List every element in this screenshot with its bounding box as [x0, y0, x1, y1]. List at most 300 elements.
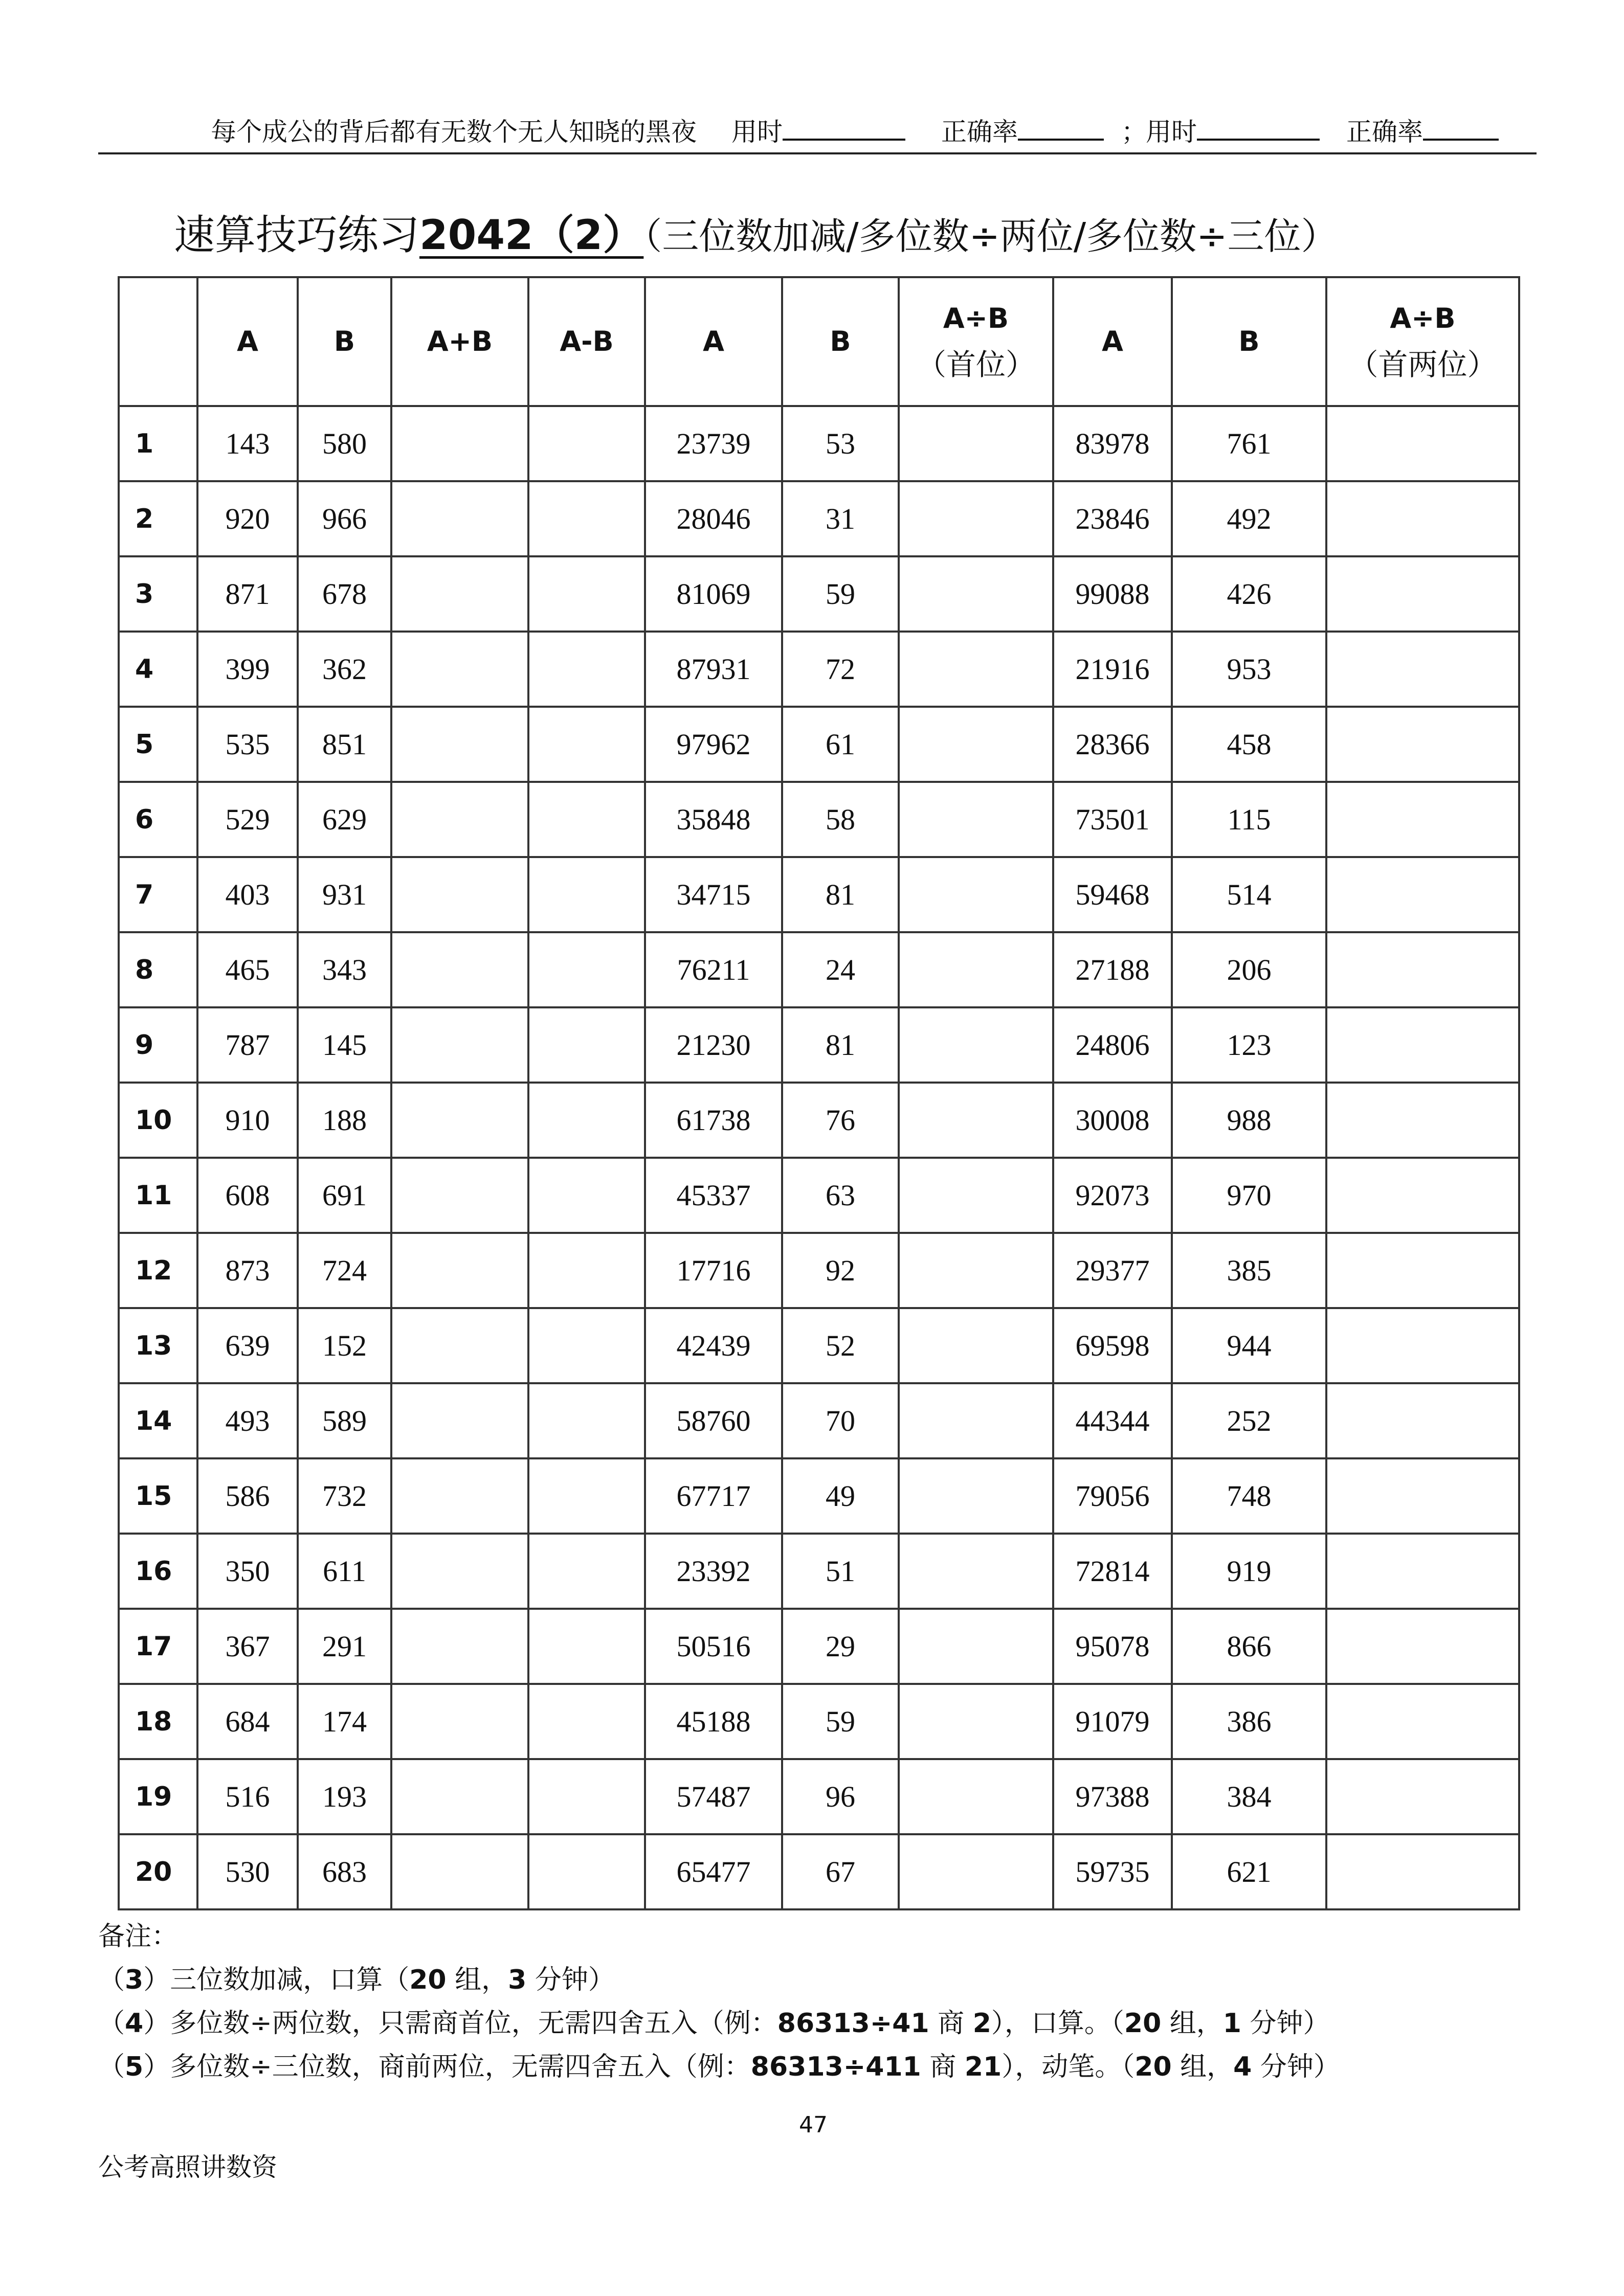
- cell-b3: 953: [1172, 632, 1326, 707]
- answer-div-first-digit[interactable]: [899, 707, 1053, 782]
- cell-a1: 529: [197, 782, 298, 857]
- header-div-first-digit: [899, 277, 1053, 406]
- answer-sum[interactable]: [391, 406, 528, 481]
- answer-sum[interactable]: [391, 1534, 528, 1609]
- note-5-num: 5: [125, 2052, 144, 2082]
- row-index: 12: [119, 1233, 197, 1308]
- row-index: 1: [119, 406, 197, 481]
- answer-diff[interactable]: [528, 932, 645, 1007]
- cell-b2: 72: [782, 632, 899, 707]
- table-row: [119, 556, 1519, 632]
- row-index: 19: [119, 1759, 197, 1834]
- cell-b2: 53: [782, 406, 899, 481]
- notes: [98, 1915, 1340, 2089]
- table-row: [119, 1609, 1519, 1684]
- cell-b3: 919: [1172, 1534, 1326, 1609]
- cell-b1: 291: [298, 1609, 391, 1684]
- cell-a3: 97388: [1053, 1759, 1172, 1834]
- table-row: [119, 1083, 1519, 1158]
- answer-diff[interactable]: [528, 1534, 645, 1609]
- cell-b1: 152: [298, 1308, 391, 1383]
- cell-b2: 76: [782, 1083, 899, 1158]
- cell-a1: 910: [197, 1083, 298, 1158]
- table-row: [119, 1007, 1519, 1083]
- answer-div-first-two-digits[interactable]: [1326, 1609, 1519, 1684]
- answer-diff[interactable]: [528, 1759, 645, 1834]
- note-3-text-a: ）三位数加减，口算（: [143, 1965, 410, 1995]
- cell-a2: 87931: [645, 632, 782, 707]
- cell-a3: 29377: [1053, 1233, 1172, 1308]
- cell-b2: 31: [782, 481, 899, 556]
- cell-a3: 24806: [1053, 1007, 1172, 1083]
- answer-div-first-two-digits[interactable]: [1326, 1458, 1519, 1534]
- header-div1-top: A÷B: [943, 302, 1009, 334]
- cell-b3: 944: [1172, 1308, 1326, 1383]
- table-row: [119, 1759, 1519, 1834]
- answer-sum[interactable]: [391, 782, 528, 857]
- header-separator: ；: [1121, 117, 1147, 147]
- answer-div-first-two-digits[interactable]: [1326, 1007, 1519, 1083]
- answer-div-first-digit[interactable]: [899, 481, 1053, 556]
- cell-b1: 966: [298, 481, 391, 556]
- cell-a2: 61738: [645, 1083, 782, 1158]
- cell-a1: 465: [197, 932, 298, 1007]
- cell-a1: 608: [197, 1158, 298, 1233]
- cell-b2: 81: [782, 857, 899, 932]
- cell-a1: 399: [197, 632, 298, 707]
- cell-b3: 386: [1172, 1684, 1326, 1759]
- table-row: [119, 1534, 1519, 1609]
- answer-diff[interactable]: [528, 632, 645, 707]
- cell-a2: 23392: [645, 1534, 782, 1609]
- time-label-2: 用时: [1146, 117, 1197, 147]
- answer-div-first-digit[interactable]: [899, 1534, 1053, 1609]
- cell-a3: 59468: [1053, 857, 1172, 932]
- header-a1: A: [197, 277, 298, 406]
- table-row: [119, 707, 1519, 782]
- answer-diff[interactable]: [528, 1007, 645, 1083]
- header-index: [119, 277, 197, 406]
- cell-a1: 684: [197, 1684, 298, 1759]
- cell-b3: 123: [1172, 1007, 1326, 1083]
- page-title: [174, 205, 1338, 266]
- cell-a3: 23846: [1053, 481, 1172, 556]
- cell-b1: 732: [298, 1458, 391, 1534]
- answer-div-first-digit[interactable]: [899, 1007, 1053, 1083]
- note-4-num: 4: [125, 2008, 144, 2039]
- answer-sum[interactable]: [391, 932, 528, 1007]
- cell-a2: 76211: [645, 932, 782, 1007]
- cell-b2: 81: [782, 1007, 899, 1083]
- answer-sum[interactable]: [391, 1233, 528, 1308]
- answer-diff[interactable]: [528, 406, 645, 481]
- table-body: [119, 406, 1519, 1909]
- time-field-2[interactable]: [1146, 111, 1320, 152]
- table-row: [119, 932, 1519, 1007]
- answer-sum[interactable]: [391, 1007, 528, 1083]
- cell-b2: 29: [782, 1609, 899, 1684]
- cell-a1: 516: [197, 1759, 298, 1834]
- row-index: 20: [119, 1834, 197, 1909]
- title-main: 速算技巧练习: [174, 211, 419, 259]
- answer-div-first-digit[interactable]: [899, 1083, 1053, 1158]
- row-index: 8: [119, 932, 197, 1007]
- cell-a2: 42439: [645, 1308, 782, 1383]
- cell-a1: 586: [197, 1458, 298, 1534]
- cell-a2: 81069: [645, 556, 782, 632]
- cell-b1: 193: [298, 1759, 391, 1834]
- cell-b3: 252: [1172, 1383, 1326, 1458]
- accuracy-label-2: 正确率: [1346, 117, 1423, 147]
- answer-div-first-two-digits[interactable]: [1326, 1083, 1519, 1158]
- answer-sum[interactable]: [391, 857, 528, 932]
- header-line: [98, 111, 1537, 154]
- cell-a2: 50516: [645, 1609, 782, 1684]
- cell-b2: 58: [782, 782, 899, 857]
- table-row: [119, 1458, 1519, 1534]
- answer-div-first-two-digits[interactable]: [1326, 406, 1519, 481]
- note-3-text-b: 组，: [446, 1965, 508, 1995]
- table-row: [119, 782, 1519, 857]
- cell-a1: 639: [197, 1308, 298, 1383]
- note-5-prefix: （: [98, 2052, 125, 2082]
- answer-div-first-digit[interactable]: [899, 1308, 1053, 1383]
- cell-b3: 748: [1172, 1458, 1326, 1534]
- time-label-1: 用时: [731, 117, 783, 147]
- answer-div-first-two-digits[interactable]: [1326, 1534, 1519, 1609]
- note-5-text-a: ）多位数÷三位数，商前两位，无需四舍五入（例：: [143, 2052, 751, 2082]
- note-3-text-c: 分钟）: [526, 1965, 615, 1995]
- answer-sum[interactable]: [391, 1458, 528, 1534]
- answer-sum[interactable]: [391, 707, 528, 782]
- answer-sum[interactable]: [391, 1308, 528, 1383]
- row-index: 2: [119, 481, 197, 556]
- cell-a3: 99088: [1053, 556, 1172, 632]
- cell-b3: 761: [1172, 406, 1326, 481]
- cell-a1: 350: [197, 1534, 298, 1609]
- row-index: 10: [119, 1083, 197, 1158]
- cell-b1: 931: [298, 857, 391, 932]
- row-index: 16: [119, 1534, 197, 1609]
- answer-diff[interactable]: [528, 1458, 645, 1534]
- cell-a2: 28046: [645, 481, 782, 556]
- note-5-example: 86313÷411: [750, 2052, 921, 2082]
- answer-div-first-digit[interactable]: [899, 1759, 1053, 1834]
- note-4-minutes: 1: [1222, 2008, 1241, 2039]
- cell-a1: 493: [197, 1383, 298, 1458]
- cell-a3: 27188: [1053, 932, 1172, 1007]
- header-diff: A-B: [528, 277, 645, 406]
- notes-heading: 备注：: [98, 1921, 179, 1952]
- answer-div-first-two-digits[interactable]: [1326, 932, 1519, 1007]
- note-3-prefix: （: [98, 1965, 125, 1995]
- time-blank-1[interactable]: [783, 112, 905, 141]
- cell-b1: 188: [298, 1083, 391, 1158]
- cell-b2: 63: [782, 1158, 899, 1233]
- cell-b1: 691: [298, 1158, 391, 1233]
- answer-div-first-digit[interactable]: [899, 556, 1053, 632]
- note-5-text-e: 分钟）: [1252, 2052, 1340, 2082]
- cell-a3: 91079: [1053, 1684, 1172, 1759]
- note-4-text-d: 组，: [1161, 2008, 1223, 2039]
- note-5-quotient: 21: [964, 2052, 1002, 2082]
- cell-b3: 458: [1172, 707, 1326, 782]
- answer-diff[interactable]: [528, 857, 645, 932]
- cell-b3: 115: [1172, 782, 1326, 857]
- footer-text: 公考高照讲数资: [98, 2152, 277, 2182]
- answer-div-first-digit[interactable]: [899, 1458, 1053, 1534]
- table-row: [119, 481, 1519, 556]
- answer-sum[interactable]: [391, 1083, 528, 1158]
- cell-b1: 580: [298, 406, 391, 481]
- cell-b2: 52: [782, 1308, 899, 1383]
- table-row: [119, 1308, 1519, 1383]
- row-index: 9: [119, 1007, 197, 1083]
- answer-div-first-two-digits[interactable]: [1326, 707, 1519, 782]
- answer-div-first-two-digits[interactable]: [1326, 1834, 1519, 1909]
- row-index: 5: [119, 707, 197, 782]
- answer-div-first-two-digits[interactable]: [1326, 1684, 1519, 1759]
- note-5-text-d: 组，: [1171, 2052, 1234, 2082]
- header-div1-bottom: （首位）: [916, 347, 1035, 382]
- page-number: 47: [799, 2112, 828, 2138]
- answer-sum[interactable]: [391, 1834, 528, 1909]
- table-row: [119, 1834, 1519, 1909]
- row-index: 14: [119, 1383, 197, 1458]
- cell-b2: 67: [782, 1834, 899, 1909]
- note-3-minutes: 3: [508, 1965, 527, 1995]
- cell-b2: 51: [782, 1534, 899, 1609]
- cell-a2: 97962: [645, 707, 782, 782]
- header-div2-top: A÷B: [1390, 302, 1456, 334]
- table-row: [119, 1158, 1519, 1233]
- cell-a2: 45188: [645, 1684, 782, 1759]
- cell-a1: 787: [197, 1007, 298, 1083]
- answer-div-first-digit[interactable]: [899, 1834, 1053, 1909]
- cell-a3: 59735: [1053, 1834, 1172, 1909]
- cell-b1: 589: [298, 1383, 391, 1458]
- row-index: 17: [119, 1609, 197, 1684]
- table-row: [119, 857, 1519, 932]
- answer-diff[interactable]: [528, 1083, 645, 1158]
- cell-b1: 724: [298, 1233, 391, 1308]
- header-b2: B: [782, 277, 899, 406]
- cell-b2: 70: [782, 1383, 899, 1458]
- note-3: [98, 1959, 1340, 2002]
- title-subtitle: （三位数加减/多位数÷两位/多位数÷三位）: [643, 215, 1338, 258]
- answer-diff[interactable]: [528, 782, 645, 857]
- cell-b2: 61: [782, 707, 899, 782]
- answer-diff[interactable]: [528, 1834, 645, 1909]
- answer-div-first-digit[interactable]: [899, 1609, 1053, 1684]
- cell-b1: 343: [298, 932, 391, 1007]
- answer-diff[interactable]: [528, 1158, 645, 1233]
- cell-b1: 851: [298, 707, 391, 782]
- answer-div-first-two-digits[interactable]: [1326, 1759, 1519, 1834]
- cell-a1: 873: [197, 1233, 298, 1308]
- cell-b3: 988: [1172, 1083, 1326, 1158]
- answer-sum[interactable]: [391, 1609, 528, 1684]
- cell-a2: 65477: [645, 1834, 782, 1909]
- cell-b1: 145: [298, 1007, 391, 1083]
- answer-div-first-two-digits[interactable]: [1326, 1308, 1519, 1383]
- table-row: [119, 1233, 1519, 1308]
- answer-diff[interactable]: [528, 481, 645, 556]
- answer-div-first-two-digits[interactable]: [1326, 632, 1519, 707]
- cell-b2: 59: [782, 556, 899, 632]
- cell-b3: 384: [1172, 1759, 1326, 1834]
- note-4-text-c: ），口算。（: [991, 2008, 1124, 2039]
- cell-b3: 514: [1172, 857, 1326, 932]
- row-index: 4: [119, 632, 197, 707]
- answer-diff[interactable]: [528, 1233, 645, 1308]
- answer-div-first-digit[interactable]: [899, 1684, 1053, 1759]
- answer-sum[interactable]: [391, 1684, 528, 1759]
- accuracy-blank-2[interactable]: [1423, 112, 1499, 141]
- note-4-text-a: ）多位数÷两位数，只需商首位，无需四舍五入（例：: [143, 2008, 777, 2039]
- cell-a3: 73501: [1053, 782, 1172, 857]
- table-row: [119, 1684, 1519, 1759]
- cell-a3: 44344: [1053, 1383, 1172, 1458]
- cell-a2: 21230: [645, 1007, 782, 1083]
- cell-b3: 492: [1172, 481, 1326, 556]
- note-4-prefix: （: [98, 2008, 125, 2039]
- row-index: 3: [119, 556, 197, 632]
- answer-diff[interactable]: [528, 556, 645, 632]
- accuracy-blank-1[interactable]: [1018, 112, 1104, 141]
- answer-diff[interactable]: [528, 1684, 645, 1759]
- row-index: 13: [119, 1308, 197, 1383]
- header-a2: A: [645, 277, 782, 406]
- answer-sum[interactable]: [391, 632, 528, 707]
- answer-sum[interactable]: [391, 1158, 528, 1233]
- table-row: [119, 632, 1519, 707]
- answer-div-first-two-digits[interactable]: [1326, 556, 1519, 632]
- accuracy-field-2[interactable]: [1346, 111, 1499, 152]
- row-index: 18: [119, 1684, 197, 1759]
- note-5-text-b: 商: [921, 2052, 965, 2082]
- header-b3: B: [1172, 277, 1326, 406]
- note-4-quotient: 2: [972, 2008, 991, 2039]
- cell-a2: 34715: [645, 857, 782, 932]
- accuracy-label-1: 正确率: [941, 117, 1018, 147]
- time-field-1[interactable]: [731, 111, 905, 152]
- answer-div-first-digit[interactable]: [899, 1158, 1053, 1233]
- note-4: [98, 2002, 1340, 2045]
- answer-diff[interactable]: [528, 707, 645, 782]
- answer-sum[interactable]: [391, 481, 528, 556]
- header-a3: A: [1053, 277, 1172, 406]
- cell-a2: 23739: [645, 406, 782, 481]
- cell-a2: 45337: [645, 1158, 782, 1233]
- answer-div-first-digit[interactable]: [899, 857, 1053, 932]
- answer-sum[interactable]: [391, 556, 528, 632]
- answer-div-first-two-digits[interactable]: [1326, 1233, 1519, 1308]
- note-5-minutes: 4: [1233, 2052, 1252, 2082]
- answer-div-first-digit[interactable]: [899, 782, 1053, 857]
- row-index: 7: [119, 857, 197, 932]
- time-blank-2[interactable]: [1197, 112, 1320, 141]
- table-row: [119, 1383, 1519, 1458]
- answer-div-first-two-digits[interactable]: [1326, 481, 1519, 556]
- note-4-example: 86313÷41: [777, 2008, 929, 2039]
- cell-a3: 92073: [1053, 1158, 1172, 1233]
- cell-b1: 629: [298, 782, 391, 857]
- cell-b3: 970: [1172, 1158, 1326, 1233]
- cell-b1: 174: [298, 1684, 391, 1759]
- cell-b3: 385: [1172, 1233, 1326, 1308]
- header-motto: 每个成公的背后都有无数个无人知晓的黑夜: [211, 117, 697, 147]
- cell-b1: 611: [298, 1534, 391, 1609]
- row-index: 11: [119, 1158, 197, 1233]
- header-sum: A+B: [391, 277, 528, 406]
- answer-div-first-digit[interactable]: [899, 406, 1053, 481]
- answer-div-first-two-digits[interactable]: [1326, 857, 1519, 932]
- cell-b2: 96: [782, 1759, 899, 1834]
- header-b1: B: [298, 277, 391, 406]
- cell-b1: 683: [298, 1834, 391, 1909]
- answer-div-first-digit[interactable]: [899, 1383, 1053, 1458]
- cell-a1: 535: [197, 707, 298, 782]
- cell-a1: 871: [197, 556, 298, 632]
- note-5: [98, 2045, 1340, 2089]
- row-index: 6: [119, 782, 197, 857]
- answer-sum[interactable]: [391, 1759, 528, 1834]
- note-5-text-c: ），动笔。（: [1002, 2052, 1135, 2082]
- answer-sum[interactable]: [391, 1383, 528, 1458]
- cell-b3: 206: [1172, 932, 1326, 1007]
- cell-a3: 21916: [1053, 632, 1172, 707]
- accuracy-field-1[interactable]: [941, 111, 1104, 152]
- practice-table: [118, 276, 1520, 1910]
- cell-b2: 24: [782, 932, 899, 1007]
- answer-div-first-two-digits[interactable]: [1326, 1158, 1519, 1233]
- answer-div-first-digit[interactable]: [899, 932, 1053, 1007]
- header-div2-bottom: （首两位）: [1348, 347, 1497, 382]
- cell-b2: 49: [782, 1458, 899, 1534]
- cell-b1: 678: [298, 556, 391, 632]
- cell-b2: 59: [782, 1684, 899, 1759]
- cell-a3: 28366: [1053, 707, 1172, 782]
- cell-a2: 57487: [645, 1759, 782, 1834]
- cell-a1: 403: [197, 857, 298, 932]
- answer-div-first-digit[interactable]: [899, 632, 1053, 707]
- cell-a1: 367: [197, 1609, 298, 1684]
- cell-a2: 35848: [645, 782, 782, 857]
- cell-a3: 79056: [1053, 1458, 1172, 1534]
- note-4-text-b: 商: [929, 2008, 973, 2039]
- title-number: 2042（2）: [419, 211, 644, 259]
- answer-diff[interactable]: [528, 1609, 645, 1684]
- answer-div-first-two-digits[interactable]: [1326, 1383, 1519, 1458]
- note-5-groups: 20: [1134, 2052, 1172, 2082]
- note-4-groups: 20: [1124, 2008, 1162, 2039]
- cell-a3: 72814: [1053, 1534, 1172, 1609]
- cell-a1: 143: [197, 406, 298, 481]
- cell-a1: 530: [197, 1834, 298, 1909]
- cell-a2: 67717: [645, 1458, 782, 1534]
- cell-a3: 30008: [1053, 1083, 1172, 1158]
- answer-diff[interactable]: [528, 1383, 645, 1458]
- cell-a2: 17716: [645, 1233, 782, 1308]
- answer-div-first-two-digits[interactable]: [1326, 782, 1519, 857]
- table-row: [119, 406, 1519, 481]
- answer-div-first-digit[interactable]: [899, 1233, 1053, 1308]
- cell-b3: 621: [1172, 1834, 1326, 1909]
- cell-a3: 95078: [1053, 1609, 1172, 1684]
- cell-a3: 69598: [1053, 1308, 1172, 1383]
- answer-diff[interactable]: [528, 1308, 645, 1383]
